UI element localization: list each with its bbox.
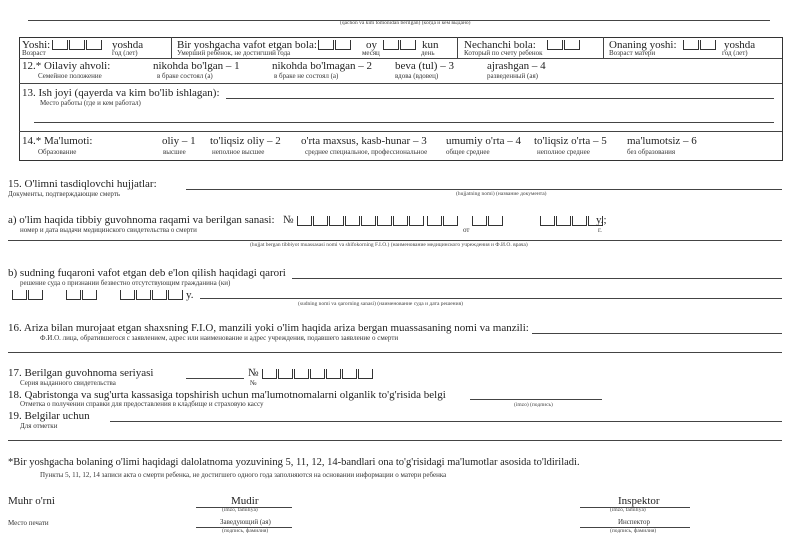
head-caption: (imzo, familiya) — [222, 507, 258, 513]
education-label-ru: Образование — [38, 148, 77, 156]
section15-title: 15. O'limni tasdiqlovchi hujjatlar: — [8, 178, 157, 190]
section15b-label: b) sudning fuqaroni vafot etgan deb e'lon qilish haqidagi qarori — [8, 267, 286, 279]
signature-caption: (imzo) (подпись) — [514, 402, 553, 408]
certificate-day-cells[interactable] — [427, 216, 459, 226]
mother-age-cells[interactable] — [683, 40, 717, 50]
education-option-5-ru: неполное среднее — [537, 148, 590, 156]
certificate-number-sign: № — [283, 214, 294, 226]
workplace-line-2[interactable] — [34, 122, 774, 123]
head-caption-ru: (подпись, фамилия) — [222, 528, 269, 534]
doc-caption: (hujjatning nomi) (название документа) — [456, 191, 547, 197]
section15b-label-ru: решение суда о признании безвестно отсутствующим гражданина (ки) — [20, 279, 231, 287]
head-title: Mudir — [231, 495, 259, 507]
mother-age-unit-ru: год (лет) — [722, 49, 748, 57]
mother-age-label-ru: Возраст матери — [609, 49, 656, 57]
workplace-label-ru: Место работы (где и кем работал) — [40, 99, 141, 107]
applicant-line-1[interactable] — [532, 333, 782, 334]
education-option-4-ru: общее среднее — [446, 148, 490, 156]
series-number-sign: № — [248, 367, 259, 379]
footnote-ru: Пункты 5, 11, 12, 14 записи акта о смерти ребенка, не достигшего одного года заполняются на основании информации о матери ребенка — [40, 471, 447, 479]
section19-label: 19. Belgilar uchun — [8, 410, 90, 422]
section15-doc-line[interactable] — [186, 189, 782, 190]
head-title-ru: Заведующий (ая) — [220, 518, 271, 526]
signature-line[interactable] — [470, 399, 602, 400]
education-option-3-ru: среднее специальное, профессиональное — [305, 148, 428, 156]
education-option-2[interactable]: to'liqsiz oliy – 2 — [210, 135, 281, 147]
court-year-suffix: y. — [186, 289, 194, 301]
age-label: Yoshi: — [22, 39, 51, 51]
section17-label: 17. Berilgan guvohnoma seriyasi — [8, 367, 154, 379]
court-decision-line[interactable] — [292, 278, 782, 279]
section19-label-ru: Для отметки — [20, 422, 58, 430]
header-caption: (qachon va kim tomonidan berilgan) (когда и кем выдано) — [340, 20, 471, 26]
workplace-label: 13. Ish joyi (qayerda va kim bo'lib ishlagan): — [22, 87, 220, 99]
education-option-6-ru: без образования — [627, 148, 676, 156]
marital-option-1[interactable]: nikohda bo'lgan – 1 — [153, 60, 240, 72]
child-order-cells[interactable] — [547, 40, 581, 50]
infant-days-cells[interactable] — [383, 40, 417, 50]
marital-option-3-ru: вдова (вдовец) — [395, 72, 439, 80]
court-year-cells[interactable] — [120, 290, 184, 300]
notes-line-2[interactable] — [8, 440, 782, 441]
days-unit: kun — [422, 39, 439, 51]
court-month-cells[interactable] — [66, 290, 98, 300]
infant-months-cells[interactable] — [318, 40, 352, 50]
section17-label-ru: Серия выданного свидетельства — [20, 379, 116, 387]
series-number-cells[interactable] — [262, 369, 374, 379]
certificate-year-cells[interactable] — [540, 216, 604, 226]
footnote: *Bir yoshgacha bolaning o'limi haqidagi dalolatnoma yozuvining 5, 11, 12, 14-bandlari ona to'g'risidagi ma'lumotlar asosida to'ldiriladi. — [8, 457, 580, 468]
child-order-label: Nechanchi bola: — [464, 39, 536, 51]
certificate-month-cells[interactable] — [472, 216, 504, 226]
inspector-caption-ru: (подпись, фамилия) — [610, 528, 657, 534]
education-option-3[interactable]: o'rta maxsus, kasb-hunar – 3 — [301, 135, 427, 147]
education-option-5[interactable]: to'liqsiz o'rta – 5 — [534, 135, 607, 147]
inspector-title-ru: Инспектор — [618, 518, 651, 526]
applicant-line-2[interactable] — [8, 352, 782, 353]
court-caption: (sudning nomi va qarorning sanasi) (наименование суда и дата решения) — [298, 301, 463, 307]
section18-label: 18. Qabristonga va sug'urta kassasiga topshirish uchun ma'lumotnomalarni olganlik to'g'risida belgi — [8, 389, 446, 401]
section15-title-ru: Документы, подтверждающие смерть — [8, 190, 121, 198]
section15a-label: a) o'lim haqida tibbiy guvohnoma raqami va berilgan sanasi: — [8, 214, 275, 226]
seal-place: Muhr o'rni — [8, 495, 55, 507]
age-unit-ru: год (лет) — [112, 49, 138, 57]
medical-institution-line[interactable] — [8, 240, 782, 241]
infant-label: Bir yoshgacha vafot etgan bola: — [177, 39, 317, 51]
mother-age-label: Onaning yoshi: — [609, 39, 677, 51]
medical-institution-caption: (hujjat bergan tibbiyot muassasasi nomi va shifokorning F.I.O.) (наименование медицинского учреждения и Ф.И.О. врача) — [250, 242, 528, 248]
marital-option-4-ru: разведенный (ая) — [487, 72, 538, 80]
series-line[interactable] — [186, 378, 244, 379]
education-label: 14.* Ma'lumoti: — [22, 135, 93, 147]
marital-option-2-ru: в браке не состоял (а) — [274, 72, 339, 80]
marital-option-1-ru: в браке состоял (а) — [157, 72, 213, 80]
seal-place-ru: Место печати — [8, 519, 49, 527]
age-cells[interactable] — [52, 40, 103, 50]
workplace-line-1[interactable] — [226, 98, 774, 99]
date-from-label: от — [463, 226, 470, 234]
marital-label: 12.* Oilaviy ahvoli: — [22, 60, 111, 72]
infant-label-ru: Умерший ребенок, не достигший года — [177, 49, 291, 57]
mother-age-unit: yoshda — [724, 39, 756, 51]
age-label-ru: Возраст — [22, 49, 46, 57]
marital-option-2[interactable]: nikohda bo'lmagan – 2 — [272, 60, 373, 72]
months-unit: oy — [366, 39, 377, 51]
education-option-1[interactable]: oliy – 1 — [162, 135, 196, 147]
months-unit-ru: месяц — [362, 49, 380, 57]
certificate-number-cells[interactable] — [297, 216, 425, 226]
notes-line-1[interactable] — [110, 421, 782, 422]
series-number-sign-ru: № — [250, 379, 257, 387]
marital-label-ru: Семейное положение — [38, 72, 102, 80]
section16-label: 16. Ariza bilan murojaat etgan shaxsning F.I.O, manzili yoki o'lim haqida ariza bergan muassasaning nomi va manzili: — [8, 322, 529, 334]
section18-label-ru: Отметка о получении справки для предоставления в кладбище и страховую кассу — [20, 400, 264, 408]
year-suffix-ru: г. — [598, 226, 602, 234]
court-day-cells[interactable] — [12, 290, 44, 300]
year-suffix: y.; — [596, 214, 607, 226]
education-option-6[interactable]: ma'lumotsiz – 6 — [627, 135, 697, 147]
days-unit-ru: день — [421, 49, 435, 57]
age-unit: yoshda — [112, 39, 144, 51]
court-name-line[interactable] — [200, 298, 782, 299]
inspector-title: Inspektor — [618, 495, 660, 507]
section16-label-ru: Ф.И.О. лица, обратившегося с заявлением, адрес или наименование и адрес учреждения, подавшего заявление о смерти — [40, 334, 399, 342]
education-option-2-ru: неполное высшее — [212, 148, 265, 156]
education-option-4[interactable]: umumiy o'rta – 4 — [446, 135, 522, 147]
marital-option-4[interactable]: ajrashgan – 4 — [487, 60, 546, 72]
section15a-label-ru: номер и дата выдачи медицинского свидетельства о смерти — [20, 226, 197, 234]
marital-option-3[interactable]: beva (tul) – 3 — [395, 60, 454, 72]
inspector-caption: (imzo, familiya) — [610, 507, 646, 513]
child-order-label-ru: Который по счету ребенок — [464, 49, 543, 57]
education-option-1-ru: высшее — [163, 148, 186, 156]
